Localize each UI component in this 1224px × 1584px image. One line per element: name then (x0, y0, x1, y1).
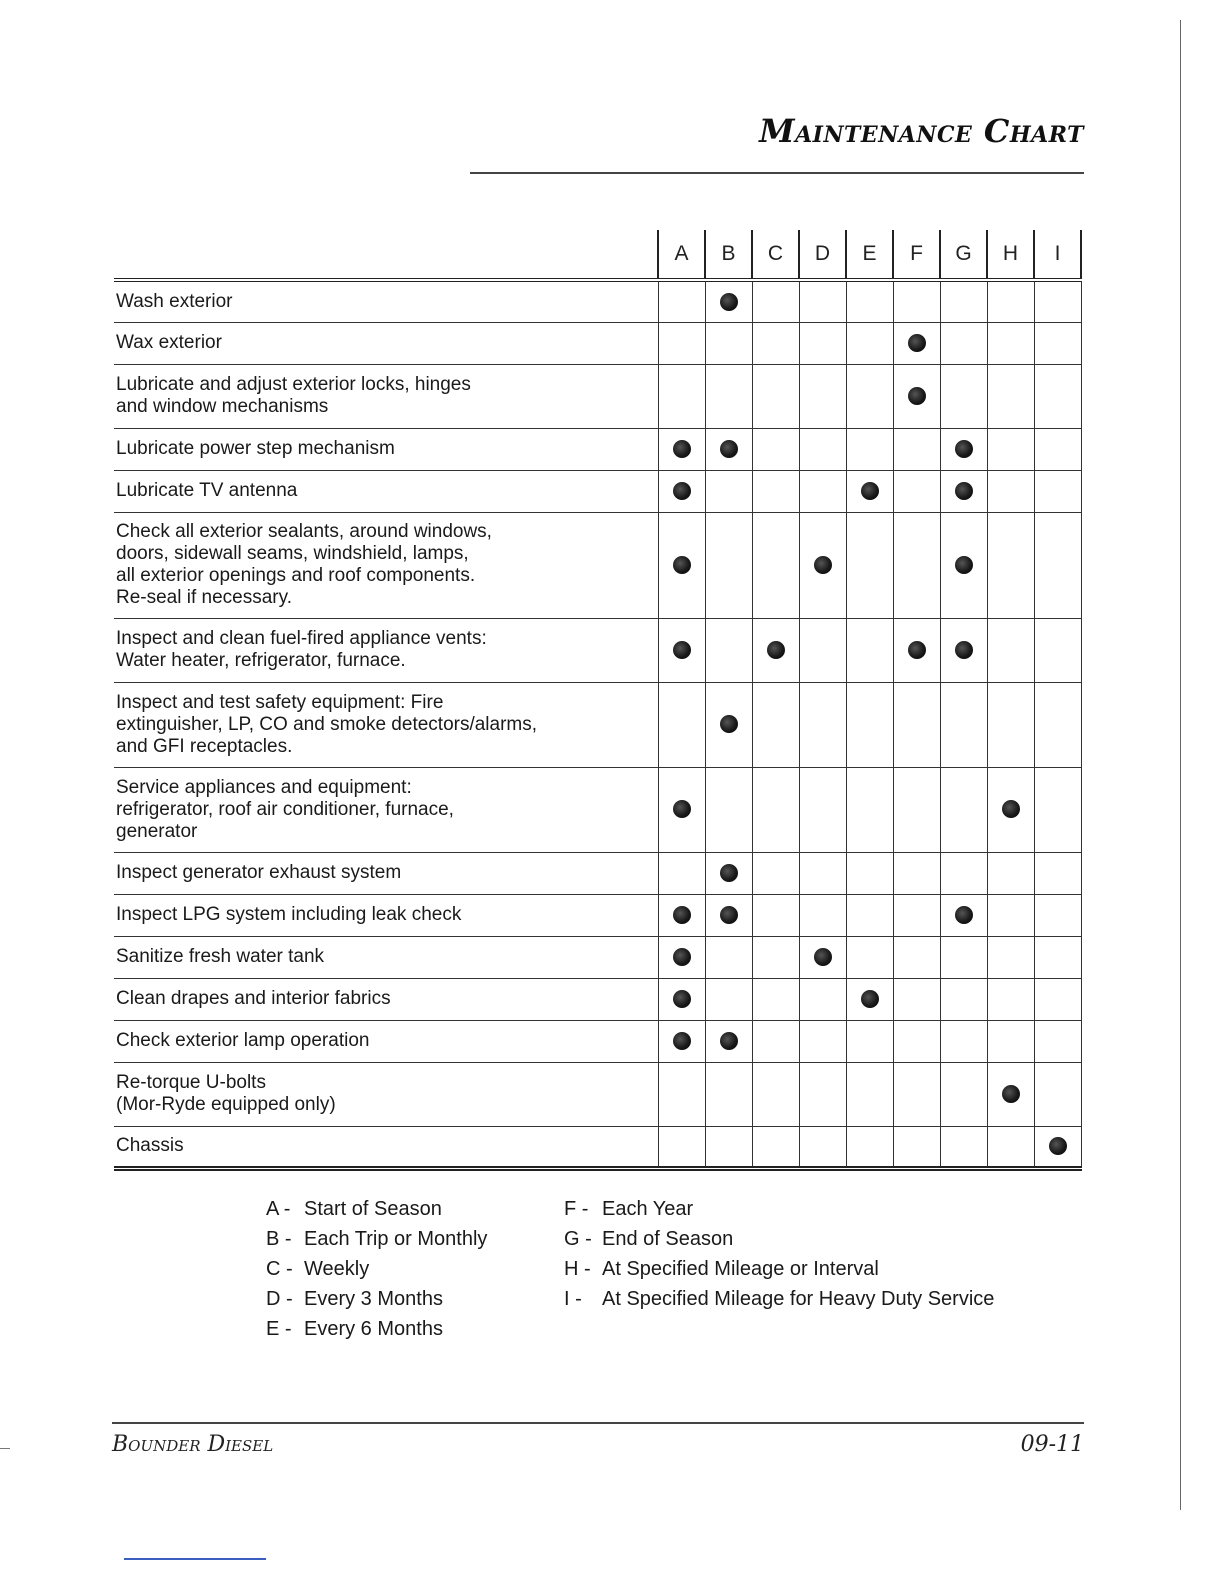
legend-text: At Specified Mileage or Interval (602, 1258, 879, 1280)
scheduled-dot-icon (955, 906, 973, 924)
interval-cell-g (940, 682, 987, 767)
scheduled-dot-icon (1002, 800, 1020, 818)
column-header-b: B (705, 230, 752, 280)
interval-cell-b (705, 682, 752, 767)
interval-cell-d (799, 978, 846, 1020)
interval-cell-f (893, 682, 940, 767)
interval-cell-i (1034, 512, 1081, 618)
column-header-d: D (799, 230, 846, 280)
interval-cell-b (705, 936, 752, 978)
scheduled-dot-icon (720, 715, 738, 733)
legend-item (564, 1254, 994, 1284)
scheduled-dot-icon (720, 293, 738, 311)
interval-cell-g (940, 1062, 987, 1126)
interval-cell-d (799, 682, 846, 767)
task-label: Inspect LPG system including leak check (116, 904, 462, 925)
page-edge-rule (1180, 20, 1181, 1510)
interval-cell-g (940, 512, 987, 618)
interval-cell-c (752, 1126, 799, 1168)
legend-text: Start of Season (304, 1198, 442, 1220)
interval-cell-g (940, 1020, 987, 1062)
scheduled-dot-icon (1002, 1085, 1020, 1103)
interval-cell-b (705, 1126, 752, 1168)
scheduled-dot-icon (673, 482, 691, 500)
interval-cell-d (799, 470, 846, 512)
interval-cell-b (705, 767, 752, 852)
interval-cell-h (987, 978, 1034, 1020)
table-row (114, 618, 1081, 682)
interval-cell-b (705, 618, 752, 682)
footer-model-name: Bounder Diesel (112, 1432, 274, 1457)
interval-cell-c (752, 322, 799, 364)
interval-cell-c (752, 512, 799, 618)
interval-cell-a (658, 470, 705, 512)
task-label: Lubricate and adjust exterior locks, hinges and window mechanisms (116, 374, 471, 417)
scheduled-dot-icon (673, 440, 691, 458)
legend-text: Every 6 Months (304, 1318, 443, 1340)
interval-cell-i (1034, 682, 1081, 767)
task-label: Re-torque U-bolts (Mor-Ryde equipped only) (116, 1072, 336, 1115)
bottom-accent-line (124, 1558, 266, 1560)
interval-cell-f (893, 1126, 940, 1168)
table-row (114, 1062, 1081, 1126)
interval-cell-e (846, 1126, 893, 1168)
interval-cell-e (846, 280, 893, 322)
interval-cell-h (987, 364, 1034, 428)
scheduled-dot-icon (861, 482, 879, 500)
scheduled-dot-icon (908, 641, 926, 659)
interval-cell-i (1034, 936, 1081, 978)
interval-cell-h (987, 280, 1034, 322)
interval-cell-i (1034, 322, 1081, 364)
task-label: Lubricate TV antenna (116, 480, 298, 501)
task-column-header (114, 230, 658, 280)
legend-text: Each Year (602, 1198, 694, 1220)
interval-cell-c (752, 767, 799, 852)
interval-cell-a (658, 978, 705, 1020)
scheduled-dot-icon (955, 440, 973, 458)
task-label: Inspect and clean fuel-fired appliance vents: Water heater, refrigerator, furnace. (116, 628, 487, 671)
legend-left (266, 1194, 487, 1344)
scheduled-dot-icon (1049, 1137, 1067, 1155)
interval-cell-f (893, 936, 940, 978)
table-row (114, 682, 1081, 767)
task-label: Sanitize fresh water tank (116, 946, 325, 967)
legend-item (564, 1284, 994, 1314)
table-row (114, 322, 1081, 364)
interval-cell-a (658, 428, 705, 470)
interval-cell-a (658, 936, 705, 978)
interval-cell-e (846, 470, 893, 512)
interval-cell-d (799, 894, 846, 936)
interval-cell-f (893, 322, 940, 364)
scheduled-dot-icon (673, 948, 691, 966)
interval-cell-a (658, 1020, 705, 1062)
legend-code: H - (564, 1258, 591, 1280)
interval-cell-a (658, 280, 705, 322)
interval-cell-c (752, 364, 799, 428)
interval-cell-b (705, 512, 752, 618)
interval-cell-a (658, 1062, 705, 1126)
column-header-a: A (658, 230, 705, 280)
table-row (114, 852, 1081, 894)
scheduled-dot-icon (767, 641, 785, 659)
interval-cell-c (752, 280, 799, 322)
interval-cell-c (752, 1020, 799, 1062)
interval-cell-b (705, 428, 752, 470)
interval-cell-b (705, 470, 752, 512)
legend-text: End of Season (602, 1228, 734, 1250)
interval-cell-e (846, 978, 893, 1020)
interval-cell-e (846, 1020, 893, 1062)
interval-cell-c (752, 470, 799, 512)
interval-cell-i (1034, 618, 1081, 682)
legend-item (266, 1284, 487, 1314)
interval-cell-f (893, 428, 940, 470)
interval-cell-h (987, 852, 1034, 894)
interval-cell-i (1034, 1126, 1081, 1168)
interval-cell-b (705, 1020, 752, 1062)
legend-item (564, 1194, 994, 1224)
interval-cell-a (658, 322, 705, 364)
scheduled-dot-icon (861, 990, 879, 1008)
legend-code: F - (564, 1198, 589, 1220)
interval-cell-g (940, 618, 987, 682)
interval-cell-h (987, 936, 1034, 978)
interval-cell-i (1034, 364, 1081, 428)
legend-item (266, 1254, 487, 1284)
interval-cell-b (705, 280, 752, 322)
interval-cell-d (799, 512, 846, 618)
interval-cell-i (1034, 1020, 1081, 1062)
interval-cell-f (893, 470, 940, 512)
legend-item (266, 1314, 487, 1344)
interval-cell-i (1034, 280, 1081, 322)
interval-cell-g (940, 852, 987, 894)
interval-cell-e (846, 512, 893, 618)
interval-cell-a (658, 767, 705, 852)
table-row (114, 978, 1081, 1020)
scheduled-dot-icon (908, 387, 926, 405)
interval-cell-h (987, 470, 1034, 512)
table-row (114, 512, 1081, 618)
interval-cell-f (893, 1062, 940, 1126)
table-row (114, 894, 1081, 936)
interval-cell-e (846, 322, 893, 364)
interval-cell-e (846, 364, 893, 428)
interval-cell-h (987, 1126, 1034, 1168)
interval-cell-c (752, 936, 799, 978)
interval-cell-i (1034, 470, 1081, 512)
task-label: Wax exterior (116, 332, 222, 353)
scheduled-dot-icon (720, 864, 738, 882)
task-label: Service appliances and equipment: refrigerator, roof air conditioner, furnace, generator (116, 776, 454, 842)
footer-page-number: 09-11 (1020, 1432, 1084, 1457)
column-header-f: F (893, 230, 940, 280)
interval-cell-f (893, 767, 940, 852)
interval-cell-d (799, 280, 846, 322)
interval-cell-g (940, 936, 987, 978)
interval-cell-b (705, 1062, 752, 1126)
interval-cell-d (799, 1020, 846, 1062)
scheduled-dot-icon (814, 556, 832, 574)
legend-code: D - (266, 1288, 293, 1310)
table-row (114, 1126, 1081, 1168)
scheduled-dot-icon (908, 334, 926, 352)
column-header-e: E (846, 230, 893, 280)
interval-cell-c (752, 894, 799, 936)
interval-cell-g (940, 322, 987, 364)
scheduled-dot-icon (673, 906, 691, 924)
interval-cell-c (752, 978, 799, 1020)
column-header-h: H (987, 230, 1034, 280)
legend-code: A - (266, 1198, 291, 1220)
interval-cell-c (752, 1062, 799, 1126)
interval-cell-g (940, 428, 987, 470)
legend-text: Every 3 Months (304, 1288, 443, 1310)
interval-cell-e (846, 852, 893, 894)
interval-cell-i (1034, 852, 1081, 894)
interval-cell-e (846, 936, 893, 978)
legend-code: E - (266, 1318, 292, 1340)
interval-cell-a (658, 682, 705, 767)
table-row (114, 936, 1081, 978)
interval-cell-f (893, 978, 940, 1020)
interval-cell-c (752, 682, 799, 767)
interval-cell-h (987, 428, 1034, 470)
interval-cell-i (1034, 767, 1081, 852)
interval-cell-g (940, 470, 987, 512)
interval-cell-h (987, 682, 1034, 767)
legend-code: B - (266, 1228, 292, 1250)
task-label: Clean drapes and interior fabrics (116, 988, 391, 1009)
interval-cell-i (1034, 978, 1081, 1020)
legend-code: G - (564, 1228, 592, 1250)
page-title: Maintenance Chart (759, 112, 1084, 150)
interval-cell-i (1034, 428, 1081, 470)
task-label: Wash exterior (116, 290, 233, 312)
interval-cell-g (940, 978, 987, 1020)
interval-cell-d (799, 767, 846, 852)
interval-cell-d (799, 428, 846, 470)
interval-cell-e (846, 767, 893, 852)
interval-cell-d (799, 364, 846, 428)
interval-cell-a (658, 852, 705, 894)
table-row (114, 470, 1081, 512)
interval-cell-h (987, 767, 1034, 852)
interval-cell-g (940, 894, 987, 936)
task-label: Check all exterior sealants, around windows, doors, sidewall seams, windshield, lamps, all exterior openings and roof components. Re-seal if necessary. (116, 521, 492, 608)
table-row (114, 1020, 1081, 1062)
table-row (114, 767, 1081, 852)
interval-cell-b (705, 894, 752, 936)
table-row (114, 364, 1081, 428)
interval-cell-i (1034, 894, 1081, 936)
task-label: Inspect and test safety equipment: Fire extinguisher, LP, CO and smoke detectors/alarms, and GFI receptacles. (116, 691, 538, 757)
interval-cell-d (799, 852, 846, 894)
scheduled-dot-icon (955, 641, 973, 659)
legend-text: Weekly (304, 1258, 370, 1280)
interval-cell-f (893, 1020, 940, 1062)
interval-cell-g (940, 767, 987, 852)
interval-cell-e (846, 894, 893, 936)
task-label: Check exterior lamp operation (116, 1030, 370, 1051)
interval-cell-b (705, 322, 752, 364)
table-row (114, 280, 1081, 322)
legend-code: I - (564, 1288, 582, 1310)
scheduled-dot-icon (673, 641, 691, 659)
task-label: Inspect generator exhaust system (116, 862, 402, 883)
table-header-row (114, 230, 1081, 280)
footer-divider (112, 1422, 1084, 1424)
interval-cell-g (940, 1126, 987, 1168)
title-divider (470, 172, 1084, 174)
interval-cell-i (1034, 1062, 1081, 1126)
legend-text: At Specified Mileage for Heavy Duty Service (602, 1288, 995, 1310)
interval-cell-h (987, 1062, 1034, 1126)
interval-cell-e (846, 1062, 893, 1126)
column-header-c: C (752, 230, 799, 280)
scheduled-dot-icon (720, 1032, 738, 1050)
legend-item (564, 1224, 994, 1254)
legend-item (266, 1194, 487, 1224)
interval-cell-c (752, 852, 799, 894)
scheduled-dot-icon (814, 948, 832, 966)
margin-tick (0, 1448, 10, 1449)
scheduled-dot-icon (673, 556, 691, 574)
scheduled-dot-icon (955, 482, 973, 500)
interval-cell-f (893, 618, 940, 682)
legend-text: Each Trip or Monthly (304, 1228, 488, 1250)
interval-cell-a (658, 894, 705, 936)
legend-right (564, 1194, 994, 1314)
scheduled-dot-icon (955, 556, 973, 574)
interval-cell-d (799, 1062, 846, 1126)
task-label: Chassis (116, 1135, 184, 1156)
interval-cell-e (846, 682, 893, 767)
column-header-i: I (1034, 230, 1081, 280)
interval-cell-b (705, 364, 752, 428)
interval-cell-a (658, 618, 705, 682)
interval-cell-b (705, 852, 752, 894)
column-header-g: G (940, 230, 987, 280)
legend-item (266, 1224, 487, 1254)
interval-cell-d (799, 322, 846, 364)
task-label: Lubricate power step mechanism (116, 438, 395, 459)
scheduled-dot-icon (720, 906, 738, 924)
interval-cell-h (987, 512, 1034, 618)
interval-cell-h (987, 618, 1034, 682)
interval-cell-d (799, 936, 846, 978)
interval-cell-h (987, 894, 1034, 936)
scheduled-dot-icon (720, 440, 738, 458)
interval-cell-d (799, 1126, 846, 1168)
interval-cell-c (752, 618, 799, 682)
interval-cell-b (705, 978, 752, 1020)
interval-cell-e (846, 618, 893, 682)
maintenance-table (114, 230, 1082, 1171)
interval-cell-g (940, 280, 987, 322)
scheduled-dot-icon (673, 1032, 691, 1050)
interval-cell-a (658, 1126, 705, 1168)
interval-cell-f (893, 852, 940, 894)
legend-code: C - (266, 1258, 293, 1280)
interval-cell-f (893, 512, 940, 618)
interval-cell-g (940, 364, 987, 428)
interval-cell-a (658, 512, 705, 618)
table-row (114, 428, 1081, 470)
interval-cell-a (658, 364, 705, 428)
scheduled-dot-icon (673, 800, 691, 818)
interval-cell-c (752, 428, 799, 470)
interval-cell-f (893, 364, 940, 428)
interval-cell-h (987, 1020, 1034, 1062)
interval-cell-h (987, 322, 1034, 364)
interval-cell-e (846, 428, 893, 470)
scheduled-dot-icon (673, 990, 691, 1008)
interval-cell-f (893, 280, 940, 322)
interval-cell-f (893, 894, 940, 936)
interval-cell-d (799, 618, 846, 682)
